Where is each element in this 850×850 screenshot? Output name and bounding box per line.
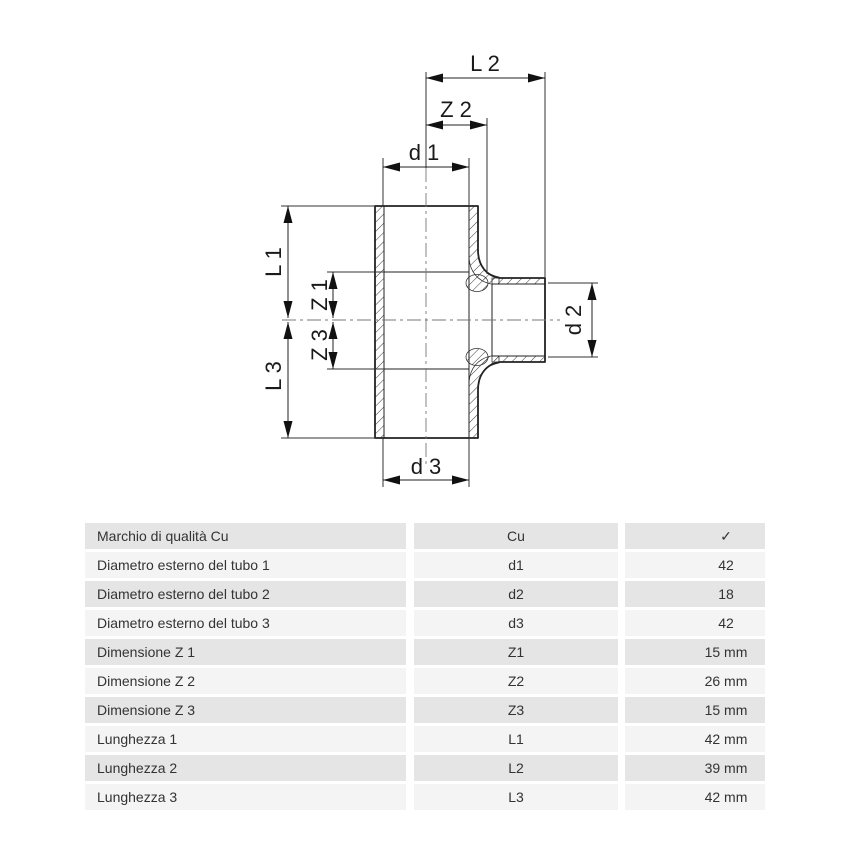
fitting-inner-lines bbox=[384, 206, 545, 438]
table-row bbox=[85, 784, 765, 810]
spec-code: Z1 bbox=[414, 639, 618, 665]
spec-value: 26 mm bbox=[625, 668, 765, 694]
spec-label: Diametro esterno del tubo 3 bbox=[85, 610, 406, 636]
spec-value: 18 bbox=[625, 581, 765, 607]
spec-code: Cu bbox=[414, 523, 618, 549]
table-row bbox=[85, 639, 765, 665]
dim-label-z1: Z 1 bbox=[307, 279, 332, 311]
spec-label: Dimensione Z 2 bbox=[85, 668, 406, 694]
spec-code: L2 bbox=[414, 755, 618, 781]
spec-value: ✓ bbox=[625, 523, 765, 549]
table-row bbox=[85, 668, 765, 694]
spec-label: Lunghezza 2 bbox=[85, 755, 406, 781]
spec-code: Z2 bbox=[414, 668, 618, 694]
dim-label-z2: Z 2 bbox=[440, 97, 472, 122]
spec-code: L3 bbox=[414, 784, 618, 810]
spec-value: 15 mm bbox=[625, 697, 765, 723]
spec-label: Marchio di qualità Cu bbox=[85, 523, 406, 549]
spec-label: Diametro esterno del tubo 2 bbox=[85, 581, 406, 607]
dim-label-l2: L 2 bbox=[470, 51, 500, 76]
wall-hatching bbox=[375, 206, 545, 438]
dim-label-l3: L 3 bbox=[261, 361, 286, 391]
spec-value: 42 mm bbox=[625, 784, 765, 810]
dim-label-d3: d 3 bbox=[410, 454, 442, 479]
center-lines bbox=[282, 168, 560, 464]
spec-label: Lunghezza 3 bbox=[85, 784, 406, 810]
dim-label-l1: L 1 bbox=[261, 247, 286, 277]
table-row bbox=[85, 581, 765, 607]
spec-value: 39 mm bbox=[625, 755, 765, 781]
spec-code: Z3 bbox=[414, 697, 618, 723]
spec-code: L1 bbox=[414, 726, 618, 752]
spec-value: 15 mm bbox=[625, 639, 765, 665]
spec-label: Lunghezza 1 bbox=[85, 726, 406, 752]
spec-table bbox=[85, 523, 765, 813]
table-row bbox=[85, 552, 765, 578]
dim-label-d2: d 2 bbox=[561, 304, 586, 336]
spec-label: Dimensione Z 1 bbox=[85, 639, 406, 665]
fitting-outer-contour bbox=[375, 206, 545, 438]
spec-value: 42 bbox=[625, 610, 765, 636]
table-row bbox=[85, 697, 765, 723]
spec-value: 42 mm bbox=[625, 726, 765, 752]
spec-value: 42 bbox=[625, 552, 765, 578]
dim-label-z3: Z 3 bbox=[307, 329, 332, 361]
table-row bbox=[85, 726, 765, 752]
table-row bbox=[85, 755, 765, 781]
spec-code: d1 bbox=[414, 552, 618, 578]
spec-label: Dimensione Z 3 bbox=[85, 697, 406, 723]
spec-label: Diametro esterno del tubo 1 bbox=[85, 552, 406, 578]
dim-label-d1: d 1 bbox=[408, 140, 440, 165]
table-row bbox=[85, 610, 765, 636]
spec-code: d2 bbox=[414, 581, 618, 607]
spec-code: d3 bbox=[414, 610, 618, 636]
dimension-arrows bbox=[284, 74, 597, 485]
table-row bbox=[85, 523, 765, 549]
